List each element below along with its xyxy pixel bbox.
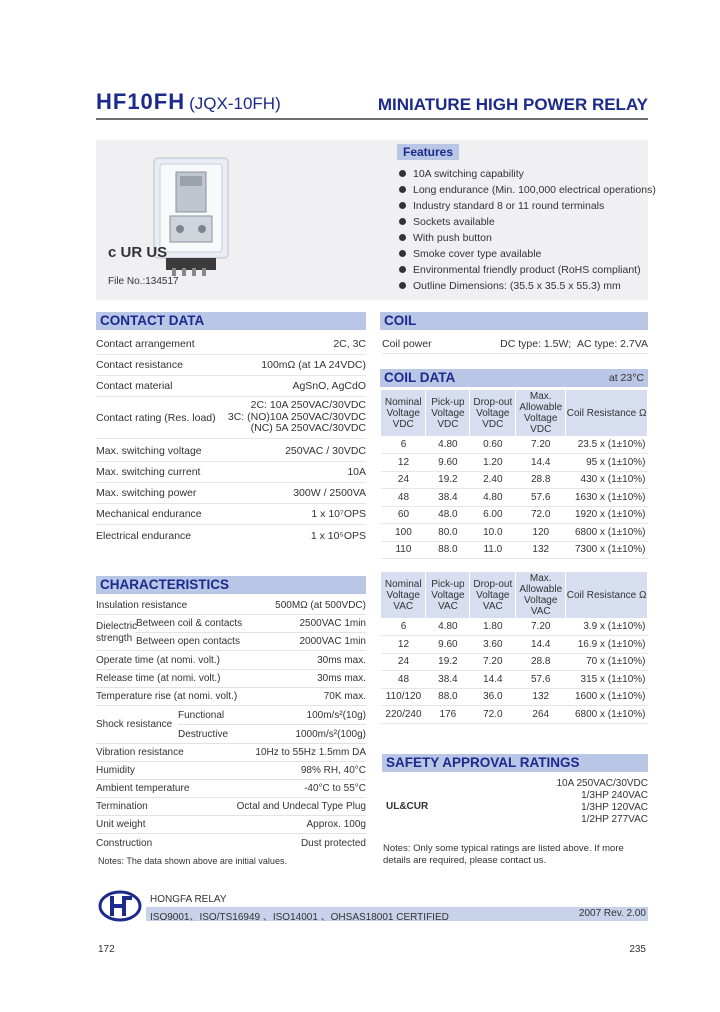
shock-resistance-row bbox=[96, 706, 366, 744]
row-label: Construction bbox=[96, 837, 153, 849]
table-header: Drop-out Voltage VDC bbox=[470, 390, 516, 436]
table-cell: 1.20 bbox=[470, 454, 516, 472]
row-label: Dielectric strength bbox=[96, 620, 138, 644]
row-value bbox=[500, 338, 648, 350]
row-value: -40°C to 55°C bbox=[304, 783, 366, 794]
table-cell: 4.80 bbox=[470, 489, 516, 507]
row-value: 70K max. bbox=[323, 691, 366, 702]
table-cell: 70 x (1±10%) bbox=[566, 653, 648, 671]
dc-coil-table bbox=[381, 390, 648, 559]
table-cell: 100 bbox=[381, 524, 426, 542]
model-title bbox=[96, 89, 281, 115]
table-cell: 220/240 bbox=[381, 706, 426, 724]
table-cell: 57.6 bbox=[516, 489, 566, 507]
table-cell: 7300 x (1±10%) bbox=[566, 541, 648, 559]
table-cell: 14.4 bbox=[516, 636, 566, 654]
file-number: File No.:134517 bbox=[108, 276, 179, 287]
row-label: Ambient temperature bbox=[96, 783, 190, 794]
unit-weight-row bbox=[96, 816, 366, 834]
sub-label: Destructive bbox=[178, 728, 229, 740]
contact-row bbox=[96, 355, 366, 376]
row-label: Operate time (at nomi. volt.) bbox=[96, 655, 220, 666]
row-value: Approx. 100g bbox=[306, 819, 366, 830]
operate-time-row bbox=[96, 652, 366, 670]
table-cell: 3.9 x (1±10%) bbox=[566, 618, 648, 636]
list-item: With push button bbox=[399, 230, 656, 246]
table-header: Pick-up Voltage VAC bbox=[426, 572, 470, 618]
table-row bbox=[381, 454, 648, 472]
safety-note: Notes: Only some typical ratings are listed above. If more details are required, please contact us. bbox=[383, 843, 624, 866]
revision-text: 2007 Rev. 2.00 bbox=[578, 908, 646, 919]
table-row bbox=[381, 471, 648, 489]
row-label: Termination bbox=[96, 801, 148, 812]
row-value: 2500VAC 1min bbox=[299, 618, 366, 629]
table-cell: 6800 x (1±10%) bbox=[566, 524, 648, 542]
company-name: HONGFA RELAY bbox=[150, 894, 227, 905]
table-row bbox=[381, 706, 648, 724]
table-header: Coil Resistance Ω bbox=[566, 572, 648, 618]
table-cell: 48 bbox=[381, 489, 426, 507]
hongfa-logo-icon bbox=[98, 890, 142, 922]
table-row bbox=[381, 671, 648, 689]
contact-row bbox=[96, 397, 366, 439]
list-item: Smoke cover type available bbox=[399, 246, 656, 262]
row-value: 100m/s²(10g) bbox=[306, 709, 366, 721]
table-cell: 6 bbox=[381, 618, 426, 636]
table-cell: 7.20 bbox=[470, 653, 516, 671]
table-cell: 110/120 bbox=[381, 688, 426, 706]
coil-power-row bbox=[382, 334, 648, 354]
table-cell: 88.0 bbox=[426, 541, 470, 559]
table-cell: 6.00 bbox=[470, 506, 516, 524]
contact-row bbox=[96, 504, 366, 525]
contact-row bbox=[96, 462, 366, 483]
table-cell: 28.8 bbox=[516, 653, 566, 671]
row-label: Max. switching power bbox=[96, 487, 197, 499]
list-item: 1/3HP 120VAC bbox=[581, 802, 648, 813]
list-item: Long endurance (Min. 100,000 electrical operations) bbox=[399, 182, 656, 198]
row-value: 30ms max. bbox=[317, 655, 366, 666]
contact-data-title: CONTACT DATA bbox=[96, 312, 366, 330]
temperature-rise-row bbox=[96, 688, 366, 706]
contact-row bbox=[96, 376, 366, 397]
row-value: 1 x 10⁷OPS bbox=[311, 508, 366, 520]
table-row bbox=[381, 506, 648, 524]
table-cell: 95 x (1±10%) bbox=[566, 454, 648, 472]
contact-row bbox=[96, 483, 366, 504]
row-label: Max. switching voltage bbox=[96, 445, 202, 457]
list-item: 10A 250VAC/30VDC bbox=[556, 778, 648, 789]
table-cell: 1600 x (1±10%) bbox=[566, 688, 648, 706]
table-cell: 132 bbox=[516, 541, 566, 559]
row-label: Coil power bbox=[382, 337, 432, 350]
row-value: 2000VAC 1min bbox=[299, 636, 366, 647]
table-header: Max. Allowable Voltage VDC bbox=[516, 390, 566, 436]
table-cell: 9.60 bbox=[426, 636, 470, 654]
document-header bbox=[96, 88, 648, 120]
list-item: Environmental friendly product (RoHS compliant) bbox=[399, 262, 656, 278]
table-cell: 1920 x (1±10%) bbox=[566, 506, 648, 524]
coil-data-title-text: COIL DATA bbox=[384, 370, 456, 385]
row-label: Release time (at nomi. volt.) bbox=[96, 673, 221, 684]
safety-body: UL&CUR bbox=[386, 801, 429, 812]
table-header: Pick-up Voltage VDC bbox=[426, 390, 470, 436]
humidity-row bbox=[96, 762, 366, 780]
construction-row bbox=[96, 834, 366, 852]
list-item: 1/2HP 277VAC bbox=[581, 814, 648, 825]
table-cell: 12 bbox=[381, 454, 426, 472]
table-cell: 19.2 bbox=[426, 653, 470, 671]
product-tagline: MINIATURE HIGH POWER RELAY bbox=[377, 95, 648, 114]
ambient-temperature-row bbox=[96, 780, 366, 798]
table-row bbox=[381, 653, 648, 671]
vibration-row bbox=[96, 744, 366, 762]
coil-data-title bbox=[380, 369, 648, 387]
table-row bbox=[381, 636, 648, 654]
table-cell: 1.80 bbox=[470, 618, 516, 636]
row-value: 2C, 3C bbox=[333, 338, 366, 350]
row-label: Electrical endurance bbox=[96, 529, 192, 542]
row-label: Insulation resistance bbox=[96, 600, 188, 611]
table-cell: 72.0 bbox=[470, 706, 516, 724]
table-header: Nominal Voltage VAC bbox=[381, 572, 426, 618]
row-label: Mechanical endurance bbox=[96, 508, 202, 520]
table-row bbox=[381, 618, 648, 636]
table-cell: 23.5 x (1±10%) bbox=[566, 436, 648, 454]
row-value: 1000m/s²(100g) bbox=[295, 728, 366, 740]
table-cell: 7.20 bbox=[516, 436, 566, 454]
ac-coil-table bbox=[381, 572, 648, 724]
table-cell: 264 bbox=[516, 706, 566, 724]
characteristics-title: CHARACTERISTICS bbox=[96, 576, 366, 594]
model-number: HF10FH bbox=[96, 89, 186, 114]
safety-ratings bbox=[470, 778, 648, 826]
table-cell: 72.0 bbox=[516, 506, 566, 524]
table-cell: 28.8 bbox=[516, 471, 566, 489]
row-value: 2C: 10A 250VAC/30VDC 3C: (NO)10A 250VAC/30VDC (NC) 5A 250VAC/30VDC bbox=[227, 399, 366, 435]
table-cell: 88.0 bbox=[426, 688, 470, 706]
table-row bbox=[381, 489, 648, 507]
table-cell: 110 bbox=[381, 541, 426, 559]
table-row bbox=[381, 524, 648, 542]
row-label: Unit weight bbox=[96, 819, 146, 830]
row-value: 10A bbox=[347, 466, 366, 478]
table-cell: 0.60 bbox=[470, 436, 516, 454]
table-cell: 38.4 bbox=[426, 671, 470, 689]
table-cell: 14.4 bbox=[470, 671, 516, 689]
dielectric-row bbox=[96, 615, 366, 651]
table-cell: 14.4 bbox=[516, 454, 566, 472]
table-cell: 60 bbox=[381, 506, 426, 524]
termination-row bbox=[96, 798, 366, 816]
table-cell: 9.60 bbox=[426, 454, 470, 472]
row-value: 1 x 10⁵OPS bbox=[310, 529, 366, 542]
table-cell: 430 x (1±10%) bbox=[566, 471, 648, 489]
row-value: 300W / 2500VA bbox=[293, 487, 366, 499]
table-cell: 16.9 x (1±10%) bbox=[566, 636, 648, 654]
table-row bbox=[381, 541, 648, 559]
row-label: Contact arrangement bbox=[96, 338, 195, 350]
features-list bbox=[399, 166, 656, 294]
coil-title: COIL bbox=[380, 312, 648, 330]
release-time-row bbox=[96, 670, 366, 688]
table-header: Drop-out Voltage VAC bbox=[470, 572, 516, 618]
sub-label: Functional bbox=[178, 709, 225, 721]
table-cell: 6 bbox=[381, 436, 426, 454]
table-cell: 24 bbox=[381, 471, 426, 489]
table-cell: 19.2 bbox=[426, 471, 470, 489]
certifications-text: ISO9001、ISO/TS16949 、ISO14001 、OHSAS18001 CERTIFIED bbox=[150, 912, 449, 923]
row-label: Contact resistance bbox=[96, 359, 183, 371]
alt-model-number: (JQX-10FH) bbox=[189, 94, 281, 113]
table-cell: 1630 x (1±10%) bbox=[566, 489, 648, 507]
table-cell: 120 bbox=[516, 524, 566, 542]
row-label: Contact material bbox=[96, 380, 173, 392]
row-label: Shock resistance bbox=[96, 719, 173, 730]
table-cell: 12 bbox=[381, 636, 426, 654]
table-cell: 2.40 bbox=[470, 471, 516, 489]
ul-certification-mark: c UR US bbox=[108, 244, 168, 261]
row-value: Dust protected bbox=[300, 837, 366, 849]
table-cell: 38.4 bbox=[426, 489, 470, 507]
insulation-row bbox=[96, 597, 366, 615]
table-cell: 24 bbox=[381, 653, 426, 671]
table-cell: 57.6 bbox=[516, 671, 566, 689]
page-number-right: 235 bbox=[629, 944, 646, 955]
table-cell: 48 bbox=[381, 671, 426, 689]
list-item: Sockets available bbox=[399, 214, 656, 230]
row-label: Contact rating (Res. load) bbox=[96, 411, 216, 424]
table-cell: 3.60 bbox=[470, 636, 516, 654]
list-item: 1/3HP 240VAC bbox=[581, 790, 648, 801]
page-number-left: 172 bbox=[98, 944, 115, 955]
dc-coil-power: DC type: 1.5W; bbox=[500, 337, 572, 350]
table-cell: 80.0 bbox=[426, 524, 470, 542]
table-row bbox=[381, 688, 648, 706]
table-cell: 4.80 bbox=[426, 618, 470, 636]
sub-label: Between open contacts bbox=[136, 636, 240, 647]
safety-approval-title: SAFETY APPROVAL RATINGS bbox=[382, 754, 648, 772]
table-cell: 6800 x (1±10%) bbox=[566, 706, 648, 724]
row-value: 98% RH, 40°C bbox=[300, 765, 366, 776]
characteristics-note: Notes: The data shown above are initial values. bbox=[98, 856, 287, 866]
table-cell: 7.20 bbox=[516, 618, 566, 636]
row-value: AgSnO, AgCdO bbox=[292, 380, 366, 392]
table-header: Max. Allowable Voltage VAC bbox=[516, 572, 566, 618]
row-value: 30ms max. bbox=[317, 673, 366, 684]
row-label: Vibration resistance bbox=[96, 747, 184, 758]
table-header: Nominal Voltage VDC bbox=[381, 390, 426, 436]
table-header: Coil Resistance Ω bbox=[566, 390, 648, 436]
list-item: Industry standard 8 or 11 round terminals bbox=[399, 198, 656, 214]
row-value: 10Hz to 55Hz 1.5mm DA bbox=[255, 747, 366, 758]
table-cell: 10.0 bbox=[470, 524, 516, 542]
list-item: 10A switching capability bbox=[399, 166, 656, 182]
table-cell: 132 bbox=[516, 688, 566, 706]
row-label: Humidity bbox=[96, 765, 135, 776]
row-value: 500MΩ (at 500VDC) bbox=[275, 600, 366, 611]
table-cell: 315 x (1±10%) bbox=[566, 671, 648, 689]
coil-data-condition: at 23°C bbox=[608, 372, 644, 384]
sub-label: Between coil & contacts bbox=[136, 618, 243, 629]
contact-row bbox=[96, 441, 366, 462]
ac-coil-power: AC type: 2.7VA bbox=[576, 337, 648, 350]
table-cell: 176 bbox=[426, 706, 470, 724]
table-row bbox=[381, 436, 648, 454]
list-item: Outline Dimensions: (35.5 x 35.5 x 55.3) mm bbox=[399, 278, 656, 294]
row-label: Max. switching current bbox=[96, 466, 201, 478]
contact-row bbox=[96, 525, 366, 546]
row-label: Temperature rise (at nomi. volt.) bbox=[96, 691, 238, 702]
row-value: 100mΩ (at 1A 24VDC) bbox=[261, 359, 366, 371]
table-cell: 48.0 bbox=[426, 506, 470, 524]
row-value: 250VAC / 30VDC bbox=[285, 445, 366, 457]
table-cell: 36.0 bbox=[470, 688, 516, 706]
row-value: Octal and Undecal Type Plug bbox=[236, 801, 366, 812]
contact-row bbox=[96, 334, 366, 355]
table-cell: 11.0 bbox=[470, 541, 516, 559]
table-cell: 4.80 bbox=[426, 436, 470, 454]
features-title: Features bbox=[397, 144, 459, 160]
